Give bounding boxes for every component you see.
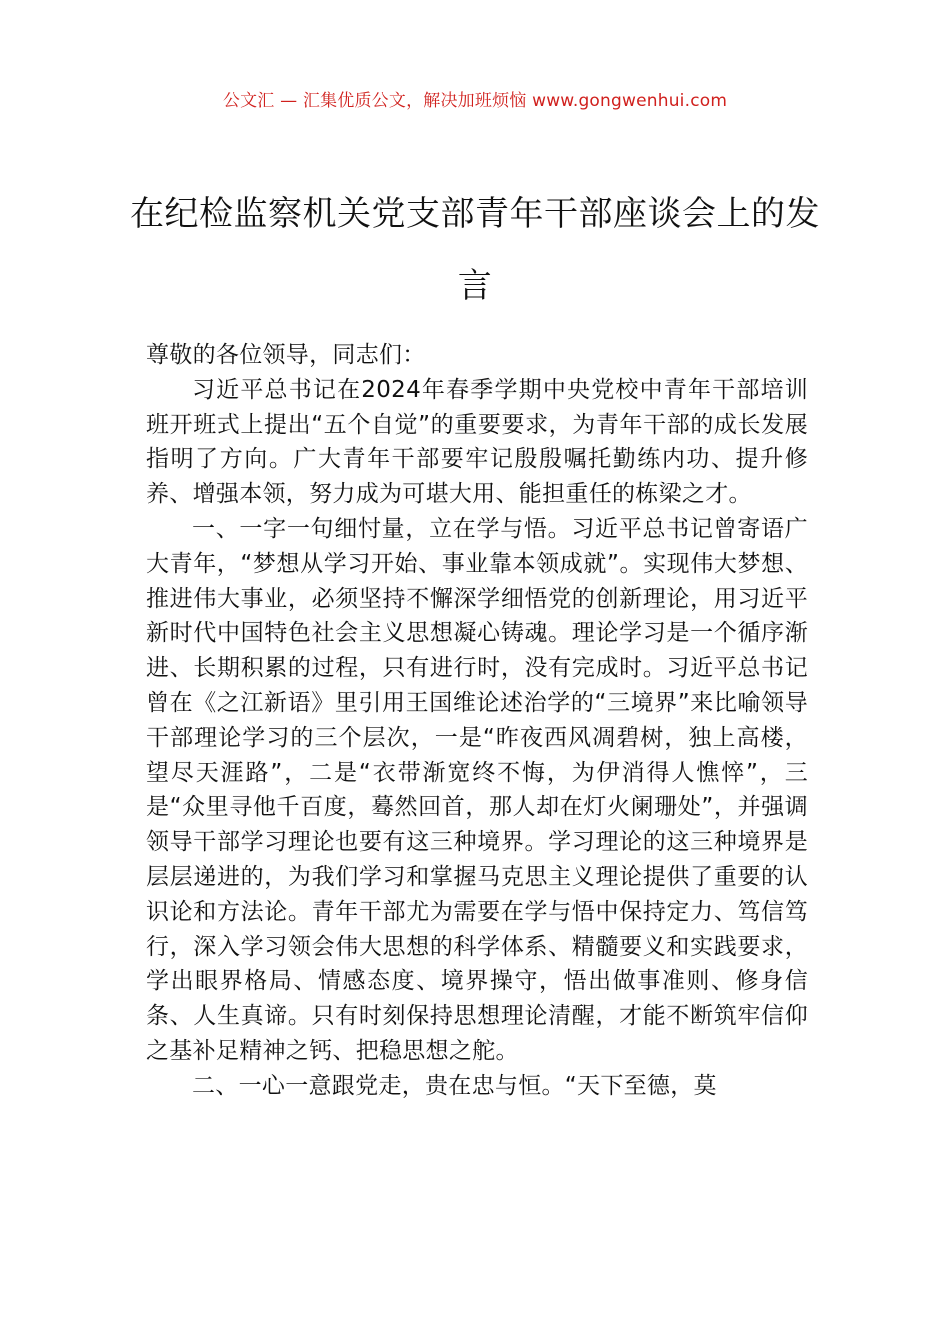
header-banner: 公文汇 — 汇集优质公文，解决加班烦恼 www.gongwenhui.com xyxy=(222,91,728,111)
document-title: 在纪检监察机关党支部青年干部座谈会上的发言 xyxy=(130,194,820,306)
paragraph-section-two: 二、一心一意跟党走，贵在忠与恒。“天下至德，莫 xyxy=(192,1072,717,1099)
paragraph-section-one: 一、一字一句细忖量，立在学与悟。习近平总书记曾寄语广大青年，“梦想从学习开始、事业靠本领成就”。实现伟大梦想、推进伟大事业，必须坚持不懈深学细悟党的创新理论，用习近平新时代中国特色社会主义思想凝心铸魂。理论学习是一个循序渐进、长期积累的过程，只有进行时，没有完成时。习近平总书记曾在《之江新语》里引用王国维论述治学的“三境界”来比喻领导干部理论学习的三个层次，一是“昨夜西风凋碧树，独上高楼，望尽天涯路”，二是“衣带渐宽终不悔，为伊消得人憔悴”，三是“众里寻他千百度，蓦然回首，那人却在灯火阑珊处”，并强调领导干部学习理论也要有这三种境界。学习理论的这三种境界是层层递进的，为我们学习和掌握马克思主义理论提供了重要的认识论和方法论。青年干部尤为需要在学与悟中保持定力、笃信笃行，深入学习领会伟大思想的科学体系、精髓要义和实践要求，学出眼界格局、情感态度、境界操守，悟出做事准则、修身信条、人生真谛。只有时刻保持思想理论清醒，才能不断筑牢信仰之基补足精神之钙、把稳思想之舵。 xyxy=(146,515,808,1064)
document-body xyxy=(146,338,808,1104)
salutation: 尊敬的各位领导，同志们： xyxy=(146,342,426,368)
paragraph-intro: 习近平总书记在2024年春季学期中央党校中青年干部培训班开班式上提出“五个自觉”的重要要求，为青年干部的成长发展指明了方向。广大青年干部要牢记殷殷嘱托勤练内功、提升修养、增强本领，努力成为可堪大用、能担重任的栋梁之才。 xyxy=(146,376,808,508)
